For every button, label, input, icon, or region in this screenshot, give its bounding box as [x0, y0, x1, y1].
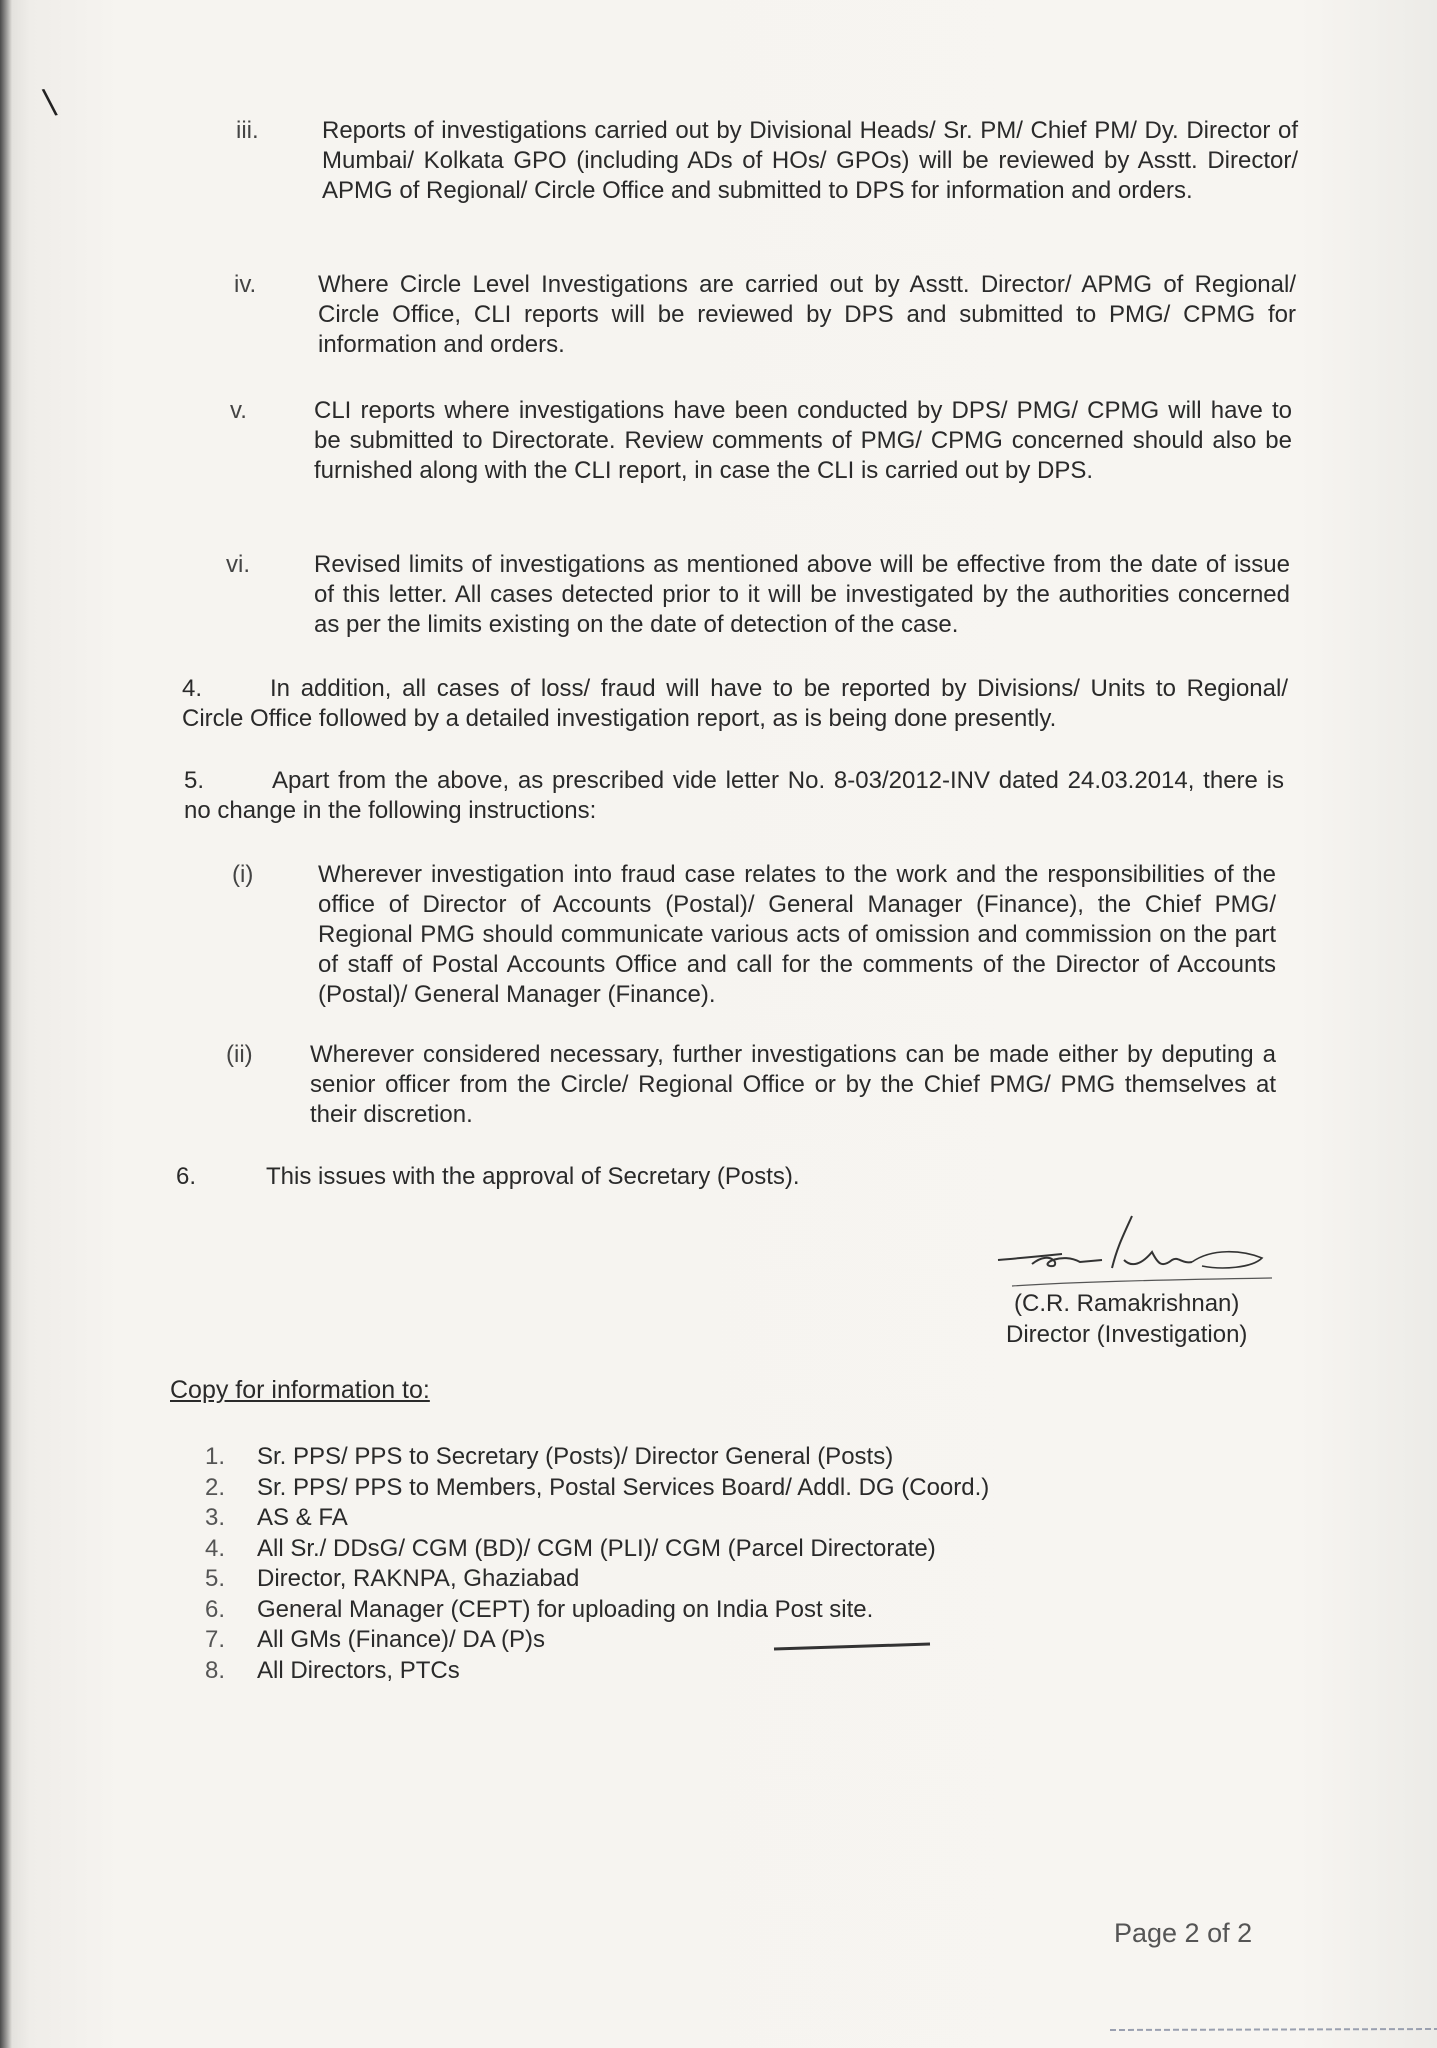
item-text: Reports of investigations carried out by Divisional Heads/ Sr. PM/ Chief PM/ Dy. Director of Mumbai/ Kolkata GPO (including ADs of HOs/ GPOs) will be reviewed by Asstt. Director/ APMG of Regional/ Circle Office and submitted to DPS for information and orders. — [322, 117, 1298, 204]
item-text: Wherever considered necessary, further investigations can be made either by deputing a senior officer from the Circle/ Regional Office or by the Chief PMG/ PMG themselves at their discretion. — [310, 1041, 1276, 1128]
list-item: 7. All GMs (Finance)/ DA (P)s — [205, 1626, 546, 1653]
paragraph-6 — [176, 1162, 1176, 1192]
paragraph-number: 4. — [182, 675, 203, 702]
item-text: Revised limits of investigations as mentioned above will be effective from the date of issue of this letter. All cases detected prior to it will be investigated by the authorities concerned as per the limits existing on the date of detection of the case. — [314, 551, 1290, 638]
item-text: CLI reports where investigations have been conducted by DPS/ PMG/ CPMG will have to be submitted to Directorate. Review comments of PMG/ CPMG concerned should also be furnished along with the CLI report, in case the CLI is carried out by DPS. — [314, 397, 1292, 484]
paragraph-number: 6. — [176, 1163, 197, 1190]
paragraph-5 — [184, 766, 1284, 826]
item-text: Wherever investigation into fraud case relates to the work and the responsibilities of the office of Director of Accounts (Postal)/ General Manager (Finance), the Chief PMG/ Regional PMG should communicate various acts of omission and commission on the part of staff of Postal Accounts Office and call for the comments of the Director of Accounts (Postal)/ General Manager (Finance). — [318, 861, 1276, 1008]
list-item: 5. Director, RAKNPA, Ghaziabad — [205, 1565, 580, 1592]
list-item: 3. AS & FA — [205, 1504, 348, 1531]
paragraph-number: 5. — [184, 767, 205, 794]
copy-heading: Copy for information to: — [170, 1376, 430, 1404]
scan-edge-shadow — [0, 0, 12, 2048]
list-item: 4. All Sr./ DDsG/ CGM (BD)/ CGM (PLI)/ CGM (Parcel Directorate) — [205, 1534, 936, 1562]
paragraph-4 — [182, 674, 1288, 734]
item-number: iii. — [236, 117, 259, 144]
list-item: 8. All Directors, PTCs — [205, 1656, 460, 1684]
item-number: (ii) — [226, 1041, 253, 1068]
scan-bottom-line — [1110, 2026, 1437, 2034]
item-number: iv. — [234, 271, 257, 298]
item-number: v. — [230, 397, 247, 424]
signatory-name: (C.R. Ramakrishnan) — [1014, 1290, 1240, 1317]
list-item: 2. Sr. PPS/ PPS to Members, Postal Services Board/ Addl. DG (Coord.) — [205, 1473, 990, 1501]
item-number: (i) — [232, 861, 254, 888]
signatory-designation: Director (Investigation) — [1006, 1321, 1248, 1348]
page-number: Page 2 of 2 — [1114, 1918, 1253, 1948]
paragraph-text: This issues with the approval of Secretary (Posts). — [266, 1163, 800, 1190]
signature-block — [1006, 1288, 1247, 1350]
list-item: 6. General Manager (CEPT) for uploading on India Post site. — [205, 1595, 874, 1623]
list-item: 1. Sr. PPS/ PPS to Secretary (Posts)/ Director General (Posts) — [205, 1443, 894, 1470]
handwritten-signature — [992, 1208, 1282, 1298]
item-number: vi. — [226, 551, 250, 578]
pen-underline-mark — [772, 1641, 932, 1653]
corner-mark: \ — [40, 81, 59, 123]
paragraph-text: In addition, all cases of loss/ fraud will have to be reported by Divisions/ Units to Regional/ Circle Office followed by a detailed investigation report, as is being done presently. — [182, 675, 1288, 732]
paragraph-text: Apart from the above, as prescribed vide letter No. 8-03/2012-INV dated 24.03.2014, there is no change in the following instructions: — [184, 767, 1284, 824]
item-text: Where Circle Level Investigations are carried out by Asstt. Director/ APMG of Regional/ Circle Office, CLI reports will be reviewed by DPS and submitted to PMG/ CPMG for information and orders. — [318, 271, 1296, 358]
